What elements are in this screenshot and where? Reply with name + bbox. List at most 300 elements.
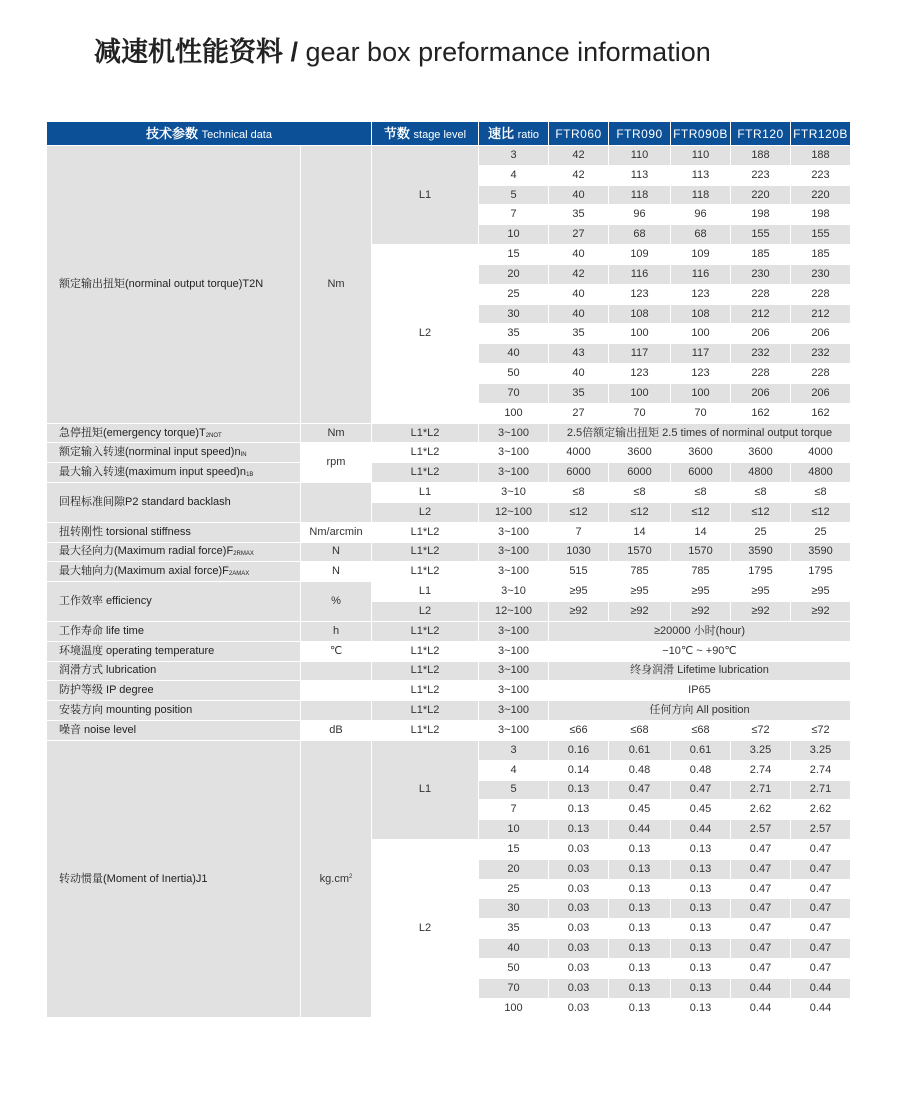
value-cell: 96	[671, 205, 731, 225]
value-cell: 70	[609, 403, 671, 423]
value-cell: ≥92	[731, 602, 791, 622]
value-cell: 198	[791, 205, 851, 225]
value-cell: 212	[731, 304, 791, 324]
unit-cell: rpm	[301, 443, 372, 483]
parameter-name-text: 工作寿命 life time	[59, 624, 144, 637]
value-cell: 100	[609, 324, 671, 344]
unit-cell: N	[301, 562, 372, 582]
value-cell: 228	[731, 364, 791, 384]
value-cell: 0.45	[609, 800, 671, 820]
value-cell: 0.47	[731, 958, 791, 978]
table-row	[47, 463, 851, 483]
ratio-cell: 15	[479, 245, 549, 265]
value-cell: 230	[731, 264, 791, 284]
value-cell: 100	[671, 324, 731, 344]
value-cell: 785	[609, 562, 671, 582]
ratio-cell: 3~100	[479, 562, 549, 582]
header-technical-data: 技术参数 Technical data	[47, 122, 372, 146]
value-cell: 0.13	[671, 859, 731, 879]
value-cell: ≤8	[791, 483, 851, 503]
value-cell: 0.13	[609, 879, 671, 899]
parameter-subscript: 2RMAX	[233, 551, 254, 558]
ratio-cell: 25	[479, 284, 549, 304]
stage-cell: L2	[372, 602, 479, 622]
ratio-cell: 70	[479, 383, 549, 403]
value-cell: 42	[549, 264, 609, 284]
value-cell: 113	[671, 165, 731, 185]
ratio-cell: 3	[479, 146, 549, 166]
value-cell: 0.03	[549, 879, 609, 899]
stage-cell: L1*L2	[372, 661, 479, 681]
value-cell: ≥95	[609, 582, 671, 602]
ratio-cell: 40	[479, 939, 549, 959]
value-cell: 785	[671, 562, 731, 582]
value-cell: 2.57	[731, 820, 791, 840]
value-cell: 185	[731, 245, 791, 265]
ratio-cell: 3~10	[479, 483, 549, 503]
value-cell: 0.47	[791, 958, 851, 978]
ratio-cell: 12~100	[479, 602, 549, 622]
parameter-name-text: 最大输入转速(maximum input speed)n	[59, 466, 247, 479]
parameter-name-text: 工作效率 efficiency	[59, 595, 152, 608]
unit-cell	[301, 661, 372, 681]
value-cell: 232	[731, 344, 791, 364]
value-cell: 162	[731, 403, 791, 423]
value-cell: 0.47	[791, 879, 851, 899]
value-cell: 117	[609, 344, 671, 364]
parameter-name	[47, 522, 301, 542]
header-model: FTR090	[609, 122, 671, 146]
value-cell: 40	[549, 185, 609, 205]
value-cell: ≥95	[791, 582, 851, 602]
value-cell: 117	[671, 344, 731, 364]
value-cell: 110	[671, 146, 731, 166]
value-cell: 27	[549, 403, 609, 423]
parameter-name	[47, 423, 301, 443]
value-cell: ≤68	[671, 721, 731, 741]
value-cell: ≥95	[549, 582, 609, 602]
value-cell: 2.71	[731, 780, 791, 800]
value-cell: 188	[731, 146, 791, 166]
value-cell: ≥92	[791, 602, 851, 622]
value-cell: ≤72	[791, 721, 851, 741]
value-cell: 0.13	[671, 939, 731, 959]
value-cell: 118	[609, 185, 671, 205]
value-cell: 68	[671, 225, 731, 245]
value-cell: 0.13	[609, 899, 671, 919]
ratio-cell: 35	[479, 919, 549, 939]
value-cell: 2.74	[731, 760, 791, 780]
value-cell: ≤12	[549, 502, 609, 522]
value-cell: 70	[671, 403, 731, 423]
value-cell: 220	[791, 185, 851, 205]
title-cn: 减速机性能资料	[94, 37, 283, 67]
value-cell: 0.13	[609, 958, 671, 978]
page-title	[94, 30, 711, 69]
parameter-name	[47, 146, 301, 424]
value-cell: 232	[791, 344, 851, 364]
value-cell: 40	[549, 304, 609, 324]
ratio-cell: 5	[479, 185, 549, 205]
value-cell: 40	[549, 245, 609, 265]
value-cell: 515	[549, 562, 609, 582]
ratio-cell: 7	[479, 205, 549, 225]
value-cell: 109	[671, 245, 731, 265]
table-row	[47, 661, 851, 681]
ratio-cell: 3~100	[479, 423, 549, 443]
table-row	[47, 641, 851, 661]
ratio-cell: 70	[479, 978, 549, 998]
parameter-name-text: 噪音 noise level	[59, 723, 137, 736]
value-cell: 0.61	[609, 740, 671, 760]
unit-cell: dB	[301, 721, 372, 741]
value-cell: 27	[549, 225, 609, 245]
header-ratio: 速比 ratio	[479, 122, 549, 146]
ratio-cell: 7	[479, 800, 549, 820]
value-cell: 123	[609, 284, 671, 304]
value-cell: ≥92	[549, 602, 609, 622]
value-cell: 96	[609, 205, 671, 225]
value-cell: 1030	[549, 542, 609, 562]
header-model: FTR090B	[671, 122, 731, 146]
value-cell: 162	[791, 403, 851, 423]
value-cell: 1570	[609, 542, 671, 562]
value-cell: 3590	[791, 542, 851, 562]
ratio-cell: 10	[479, 225, 549, 245]
value-cell: 1795	[731, 562, 791, 582]
value-cell: 0.44	[671, 820, 731, 840]
performance-table	[46, 121, 851, 1018]
table-row	[47, 681, 851, 701]
value-cell: 0.44	[609, 820, 671, 840]
value-cell: ≤66	[549, 721, 609, 741]
value-cell: ≤72	[731, 721, 791, 741]
table-row	[47, 740, 851, 760]
ratio-cell: 10	[479, 820, 549, 840]
value-cell: 223	[731, 165, 791, 185]
stage-cell: L1*L2	[372, 701, 479, 721]
unit-cell: Nm	[301, 146, 372, 424]
value-cell: 40	[549, 364, 609, 384]
value-cell: ≤8	[671, 483, 731, 503]
value-cell: 0.03	[549, 899, 609, 919]
value-cell: 206	[791, 324, 851, 344]
ratio-cell: 3~100	[479, 681, 549, 701]
ratio-cell: 100	[479, 403, 549, 423]
value-cell: 25	[731, 522, 791, 542]
parameter-name-text: 急停扭矩(emergency torque)T	[59, 426, 206, 439]
ratio-cell: 20	[479, 859, 549, 879]
value-cell: 206	[731, 324, 791, 344]
value-cell: 7	[549, 522, 609, 542]
value-cell: 123	[671, 284, 731, 304]
value-cell: 155	[791, 225, 851, 245]
parameter-name	[47, 463, 301, 483]
table-body	[47, 146, 851, 1018]
value-cell: 6000	[549, 463, 609, 483]
value-cell: 2.71	[791, 780, 851, 800]
ratio-cell: 3~100	[479, 542, 549, 562]
table-row	[47, 443, 851, 463]
value-cell: ≤8	[731, 483, 791, 503]
parameter-name	[47, 661, 301, 681]
value-cell: 116	[609, 264, 671, 284]
ratio-cell: 4	[479, 760, 549, 780]
value-cell: 0.03	[549, 919, 609, 939]
value-cell: 3.25	[791, 740, 851, 760]
value-cell: 228	[731, 284, 791, 304]
unit-cell: ℃	[301, 641, 372, 661]
table-row	[47, 701, 851, 721]
value-cell: 0.03	[549, 839, 609, 859]
parameter-name-text: 润滑方式 lubrication	[59, 664, 157, 677]
value-cell: 0.47	[791, 859, 851, 879]
parameter-name-text: 转动惯量(Moment of Inertia)J1	[59, 872, 208, 885]
ratio-cell: 50	[479, 958, 549, 978]
value-cell: 223	[791, 165, 851, 185]
stage-cell: L1	[372, 740, 479, 839]
ratio-cell: 15	[479, 839, 549, 859]
unit-cell	[301, 740, 372, 1018]
ratio-cell: 30	[479, 304, 549, 324]
table-row	[47, 721, 851, 741]
merged-value-cell: −10℃ ~ +90℃	[549, 641, 851, 661]
value-cell: 0.44	[731, 978, 791, 998]
ratio-cell: 35	[479, 324, 549, 344]
value-cell: 0.47	[791, 839, 851, 859]
value-cell: 35	[549, 324, 609, 344]
value-cell: ≥95	[731, 582, 791, 602]
value-cell: 0.45	[671, 800, 731, 820]
value-cell: 0.13	[609, 859, 671, 879]
value-cell: 0.13	[609, 998, 671, 1018]
parameter-name	[47, 443, 301, 463]
value-cell: 113	[609, 165, 671, 185]
value-cell: 0.13	[671, 919, 731, 939]
ratio-cell: 20	[479, 264, 549, 284]
parameter-name-text: 回程标准间隙P2 standard backlash	[59, 495, 231, 508]
table-row	[47, 522, 851, 542]
value-cell: 0.13	[671, 899, 731, 919]
stage-cell: L2	[372, 502, 479, 522]
value-cell: ≤12	[731, 502, 791, 522]
value-cell: 0.47	[731, 839, 791, 859]
value-cell: 2.74	[791, 760, 851, 780]
parameter-name	[47, 721, 301, 741]
value-cell: 110	[609, 146, 671, 166]
value-cell: 3590	[731, 542, 791, 562]
parameter-name-text: 最大径向力(Maximum radial force)F	[59, 545, 234, 558]
merged-value-cell: ≥20000 小时(hour)	[549, 621, 851, 641]
value-cell: 212	[791, 304, 851, 324]
parameter-name-text: 额定输出扭矩(norminal output torque)T2N	[59, 277, 264, 290]
parameter-name	[47, 542, 301, 562]
value-cell: 0.44	[791, 998, 851, 1018]
value-cell: 43	[549, 344, 609, 364]
value-cell: 198	[731, 205, 791, 225]
value-cell: 123	[609, 364, 671, 384]
value-cell: 0.13	[609, 839, 671, 859]
table-row	[47, 542, 851, 562]
value-cell: 3600	[609, 443, 671, 463]
header-model: FTR120B	[791, 122, 851, 146]
ratio-cell: 12~100	[479, 502, 549, 522]
value-cell: 185	[791, 245, 851, 265]
header-row	[47, 122, 851, 146]
value-cell: 0.16	[549, 740, 609, 760]
table-row	[47, 483, 851, 503]
unit-cell: %	[301, 582, 372, 622]
value-cell: 6000	[609, 463, 671, 483]
unit-cell	[301, 701, 372, 721]
stage-cell: L1	[372, 483, 479, 503]
unit-cell	[301, 681, 372, 701]
stage-cell: L1*L2	[372, 641, 479, 661]
unit-superscript: 2	[349, 873, 353, 880]
parameter-name-text: 扭转刚性 torsional stiffness	[59, 525, 191, 538]
value-cell: 0.44	[731, 998, 791, 1018]
parameter-name	[47, 621, 301, 641]
value-cell: 2.57	[791, 820, 851, 840]
table-row	[47, 423, 851, 443]
value-cell: 0.03	[549, 859, 609, 879]
value-cell: 0.47	[731, 919, 791, 939]
value-cell: 0.47	[791, 919, 851, 939]
value-cell: 0.03	[549, 998, 609, 1018]
value-cell: 188	[791, 146, 851, 166]
stage-cell: L1*L2	[372, 621, 479, 641]
merged-value-cell: 终身润滑 Lifetime lubrication	[549, 661, 851, 681]
parameter-name	[47, 740, 301, 1018]
header-model: FTR120	[731, 122, 791, 146]
ratio-cell: 3~100	[479, 721, 549, 741]
value-cell: 116	[671, 264, 731, 284]
ratio-cell: 3~100	[479, 443, 549, 463]
value-cell: 0.13	[609, 978, 671, 998]
value-cell: 2.62	[791, 800, 851, 820]
value-cell: ≤12	[791, 502, 851, 522]
stage-cell: L1*L2	[372, 562, 479, 582]
stage-cell: L1*L2	[372, 423, 479, 443]
ratio-cell: 3~100	[479, 522, 549, 542]
value-cell: 4000	[791, 443, 851, 463]
value-cell: 0.47	[731, 939, 791, 959]
ratio-cell: 40	[479, 344, 549, 364]
value-cell: ≤8	[549, 483, 609, 503]
value-cell: ≤68	[609, 721, 671, 741]
value-cell: ≥92	[671, 602, 731, 622]
ratio-cell: 3~100	[479, 463, 549, 483]
value-cell: ≥95	[671, 582, 731, 602]
value-cell: 4800	[791, 463, 851, 483]
parameter-subscript: IN	[240, 452, 247, 459]
unit-cell: Nm	[301, 423, 372, 443]
stage-cell: L1*L2	[372, 443, 479, 463]
stage-cell: L2	[372, 245, 479, 423]
value-cell: 25	[791, 522, 851, 542]
parameter-name	[47, 562, 301, 582]
merged-value-cell: IP65	[549, 681, 851, 701]
value-cell: 108	[671, 304, 731, 324]
value-cell: 0.13	[671, 978, 731, 998]
parameter-name-text: 额定输入转速(norminal input speed)n	[59, 446, 241, 459]
value-cell: 4000	[549, 443, 609, 463]
value-cell: 0.47	[731, 899, 791, 919]
stage-cell: L1*L2	[372, 681, 479, 701]
header-model: FTR060	[549, 122, 609, 146]
ratio-cell: 3~100	[479, 641, 549, 661]
value-cell: 40	[549, 284, 609, 304]
value-cell: 108	[609, 304, 671, 324]
value-cell: 206	[731, 383, 791, 403]
value-cell: 0.47	[671, 780, 731, 800]
unit-text: kg.cm	[319, 872, 349, 885]
ratio-cell: 3~100	[479, 701, 549, 721]
ratio-cell: 100	[479, 998, 549, 1018]
value-cell: 0.13	[671, 839, 731, 859]
parameter-name	[47, 582, 301, 622]
merged-value-cell: 任何方向 All position	[549, 701, 851, 721]
ratio-cell: 30	[479, 899, 549, 919]
value-cell: 0.14	[549, 760, 609, 780]
stage-cell: L1*L2	[372, 542, 479, 562]
value-cell: 42	[549, 165, 609, 185]
value-cell: 0.47	[791, 899, 851, 919]
ratio-cell: 50	[479, 364, 549, 384]
value-cell: 0.03	[549, 939, 609, 959]
value-cell: 0.13	[671, 958, 731, 978]
value-cell: 0.13	[609, 919, 671, 939]
ratio-cell: 3	[479, 740, 549, 760]
value-cell: ≤12	[609, 502, 671, 522]
value-cell: 228	[791, 364, 851, 384]
parameter-subscript: 2NOT	[205, 432, 222, 439]
unit-cell	[301, 483, 372, 523]
value-cell: 0.13	[671, 879, 731, 899]
value-cell: 3.25	[731, 740, 791, 760]
stage-cell: L1*L2	[372, 463, 479, 483]
value-cell: 0.48	[671, 760, 731, 780]
parameter-name-text: 最大轴向力(Maximum axial force)F	[59, 565, 229, 578]
value-cell: 14	[671, 522, 731, 542]
table-row	[47, 562, 851, 582]
value-cell: 0.47	[731, 879, 791, 899]
value-cell: 3600	[731, 443, 791, 463]
title-separator: /	[283, 37, 306, 67]
value-cell: 118	[671, 185, 731, 205]
parameter-name-text: 环境温度 operating temperature	[59, 644, 215, 657]
value-cell: 3600	[671, 443, 731, 463]
stage-cell: L1*L2	[372, 522, 479, 542]
value-cell: 123	[671, 364, 731, 384]
stage-cell: L1*L2	[372, 721, 479, 741]
value-cell: 100	[609, 383, 671, 403]
ratio-cell: 4	[479, 165, 549, 185]
value-cell: 0.13	[671, 998, 731, 1018]
value-cell: ≥92	[609, 602, 671, 622]
ratio-cell: 5	[479, 780, 549, 800]
ratio-cell: 3~100	[479, 621, 549, 641]
unit-cell: N	[301, 542, 372, 562]
stage-cell: L1	[372, 146, 479, 245]
ratio-cell: 25	[479, 879, 549, 899]
value-cell: 0.13	[549, 800, 609, 820]
parameter-name	[47, 641, 301, 661]
table-row	[47, 146, 851, 166]
unit-cell: Nm/arcmin	[301, 522, 372, 542]
value-cell: 0.03	[549, 958, 609, 978]
value-cell: 35	[549, 383, 609, 403]
